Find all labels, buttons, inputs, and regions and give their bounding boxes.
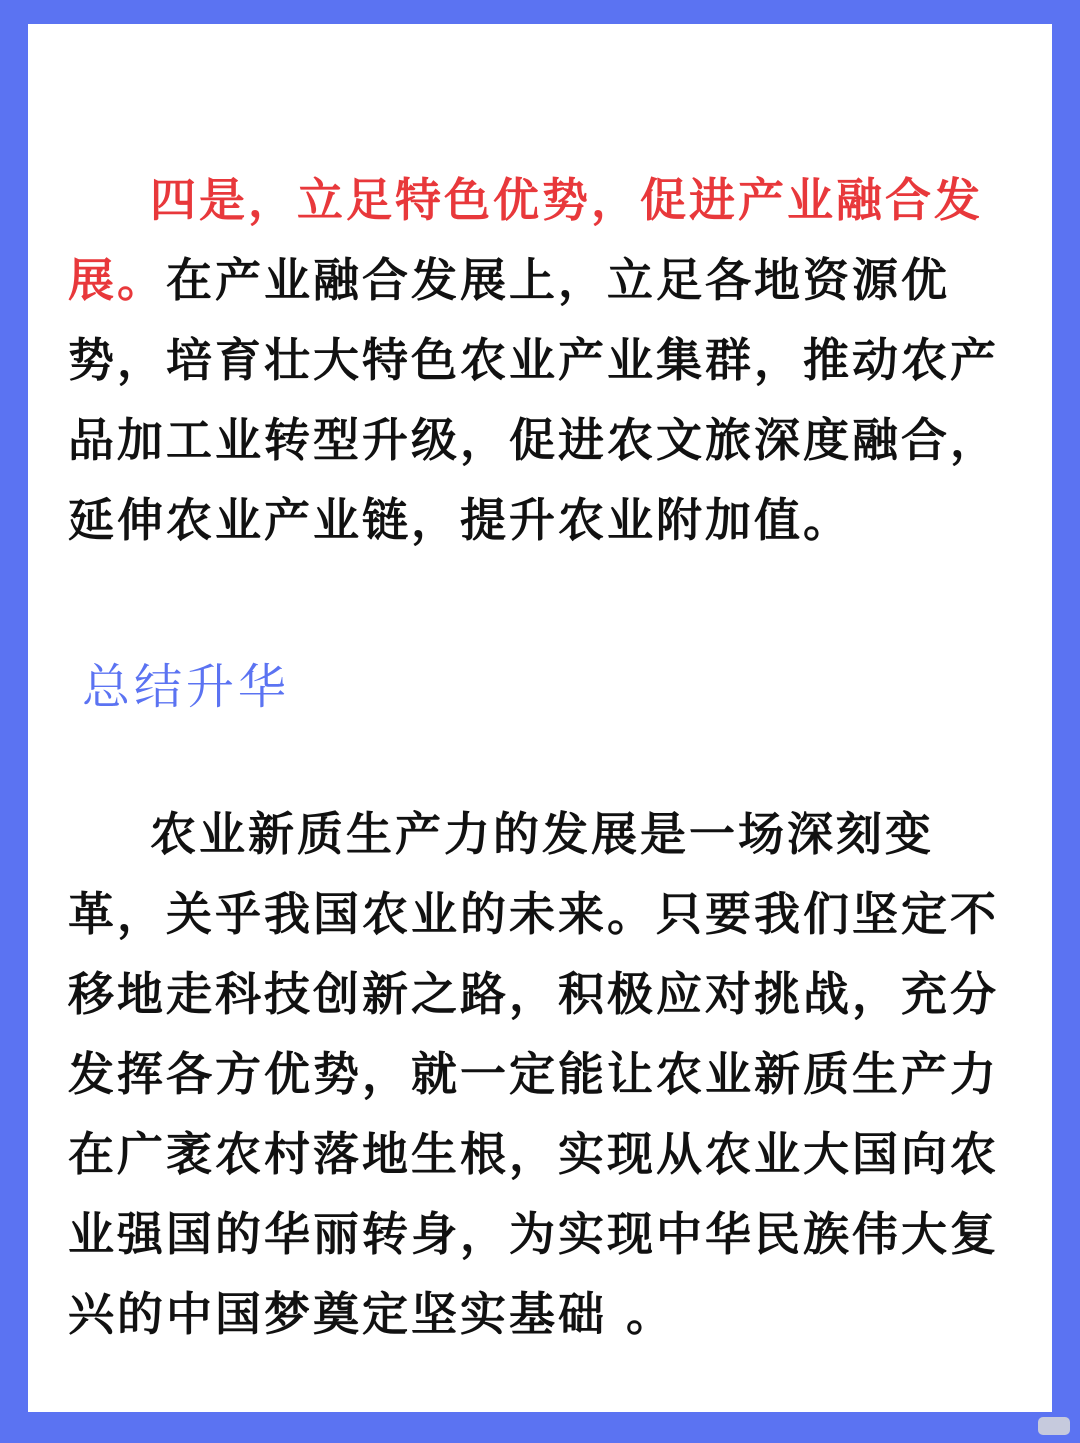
- watermark-logo: [1038, 1417, 1070, 1435]
- section-four-highlight: 四是，立足特色优势，促进产业融合发展。: [68, 173, 983, 307]
- content-card: [28, 24, 1052, 1412]
- summary-paragraph: 农业新质生产力的发展是一场深刻变革，关乎我国农业的未来。只要我们坚定不移地走科技创新之路，积极应对挑战，充分发挥各方优势，就一定能让农业新质生产力在广袤农村落地生根，实现从农业大国向农业强国的华丽转身，为实现中华民族伟大复兴的中国梦奠定坚实基础 。: [68, 807, 999, 1341]
- section-four-body: 在产业融合发展上，立足各地资源优势，培育壮大特色农业产业集群，推动农产品加工业转型升级，促进农文旅深度融合，延伸农业产业链，提升农业附加值。: [68, 253, 999, 547]
- section-four-paragraph: [68, 160, 1018, 560]
- summary-title: 总结升华: [82, 659, 291, 715]
